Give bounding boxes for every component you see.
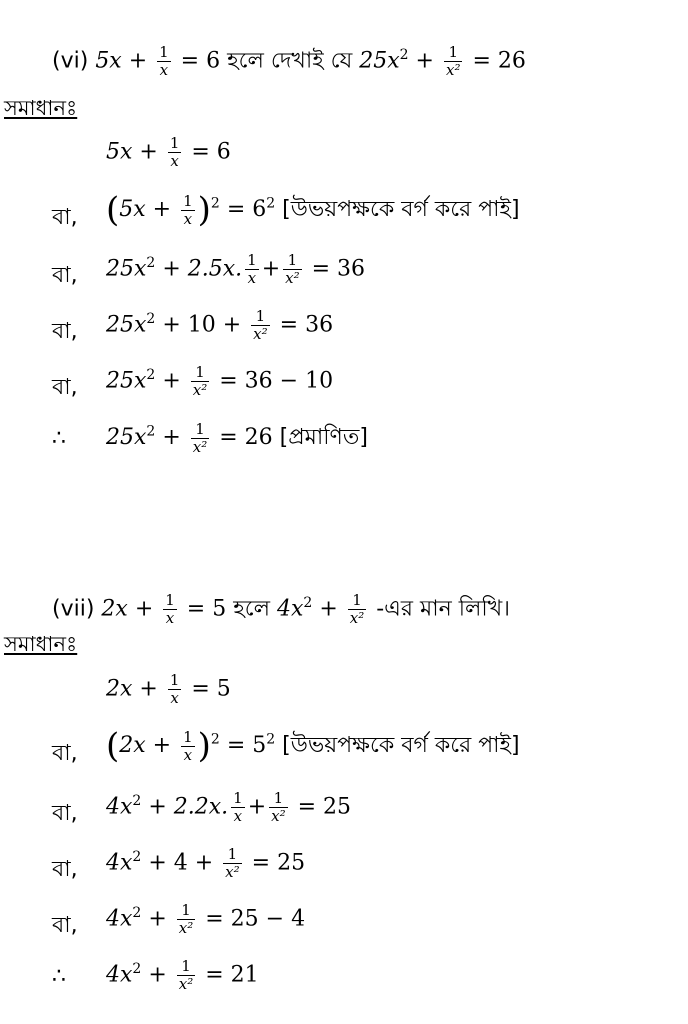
equation-line: 5x + $\frac{1}{x}$ = 6 [106, 134, 231, 170]
equation-line: (2x + $\frac{1}{x}$ )$^2 = 5^2$ [উভয়পক্ষকে বর্গ করে পাই] [106, 726, 520, 766]
problem-vi-statement: (vi) 5x + $\frac{1}{x}$ = 6 হলে দেখাই যে $25x^2$ + $\frac{1}{\text{x²}}$ = 26 [52, 42, 526, 79]
solution-heading: সমাধানঃ [4, 96, 78, 120]
equation-line: $4x^2$ + $\frac{1}{\text{x²}}$ = 21 [106, 957, 259, 993]
proved-note: [প্রমাণিত] [279, 425, 368, 450]
ba-prefix: বা, [52, 801, 78, 826]
equation-line: $25x^2$ + $\frac{1}{\text{x²}}$ = 36 − 10 [106, 363, 334, 399]
equation-line: $4x^2 + 4$ + $\frac{1}{\text{x²}}$ = 25 [106, 845, 306, 881]
ba-prefix: বা, [52, 375, 78, 400]
square-note: [উভয়পক্ষকে বর্গ করে পাই] [282, 733, 520, 758]
equation-line: 2x + $\frac{1}{x}$ = 5 [106, 671, 231, 707]
therefore-symbol: ∴ [52, 964, 66, 989]
problem-label: (vii) [52, 596, 95, 622]
ba-prefix: বা, [52, 741, 78, 766]
ba-prefix: বা, [52, 205, 78, 230]
ba-prefix: বা, [52, 263, 78, 288]
ba-prefix: বা, [52, 913, 78, 938]
equation-line: $25x^2 + 10$ + $\frac{1}{\text{x²}}$ = 36 [106, 307, 334, 343]
equation-line: (5x + $\frac{1}{x}$ )$^2 = 6^2$ [উভয়পক্ষকে বর্গ করে পাই] [106, 190, 520, 230]
problem-label: (vi) [52, 48, 89, 74]
problem-vii-statement: (vii) 2x + $\frac{1}{x}$ = 5 হলে $4x^2$ + $\frac{1}{\text{x²}}$ -এর মান লিখি। [52, 590, 511, 627]
equation-line: $4x^2 + 2.2x$. $\frac{1}{x}$ + $\frac{1}{\text{x²}}$ = 25 [106, 789, 352, 825]
ba-prefix: বা, [52, 857, 78, 882]
square-note: [উভয়পক্ষকে বর্গ করে পাই] [282, 197, 520, 222]
fraction: $\frac{1}{x}$ [159, 42, 169, 79]
equation-line: $4x^2$ + $\frac{1}{\text{x²}}$ = 25 − 4 [106, 901, 306, 937]
fraction: $\frac{1}{\text{x²}}$ [445, 42, 461, 79]
therefore-symbol: ∴ [52, 426, 66, 451]
equation-line: $25x^2$ + $\frac{1}{\text{x²}}$ = 26 [প্রমাণিত] [106, 419, 368, 456]
solution-heading: সমাধানঃ [4, 632, 78, 656]
equation-line: $25x^2 + 2.5x$. $\frac{1}{x}$ + $\frac{1}{\text{x²}}$ = 36 [106, 251, 366, 287]
ba-prefix: বা, [52, 319, 78, 344]
